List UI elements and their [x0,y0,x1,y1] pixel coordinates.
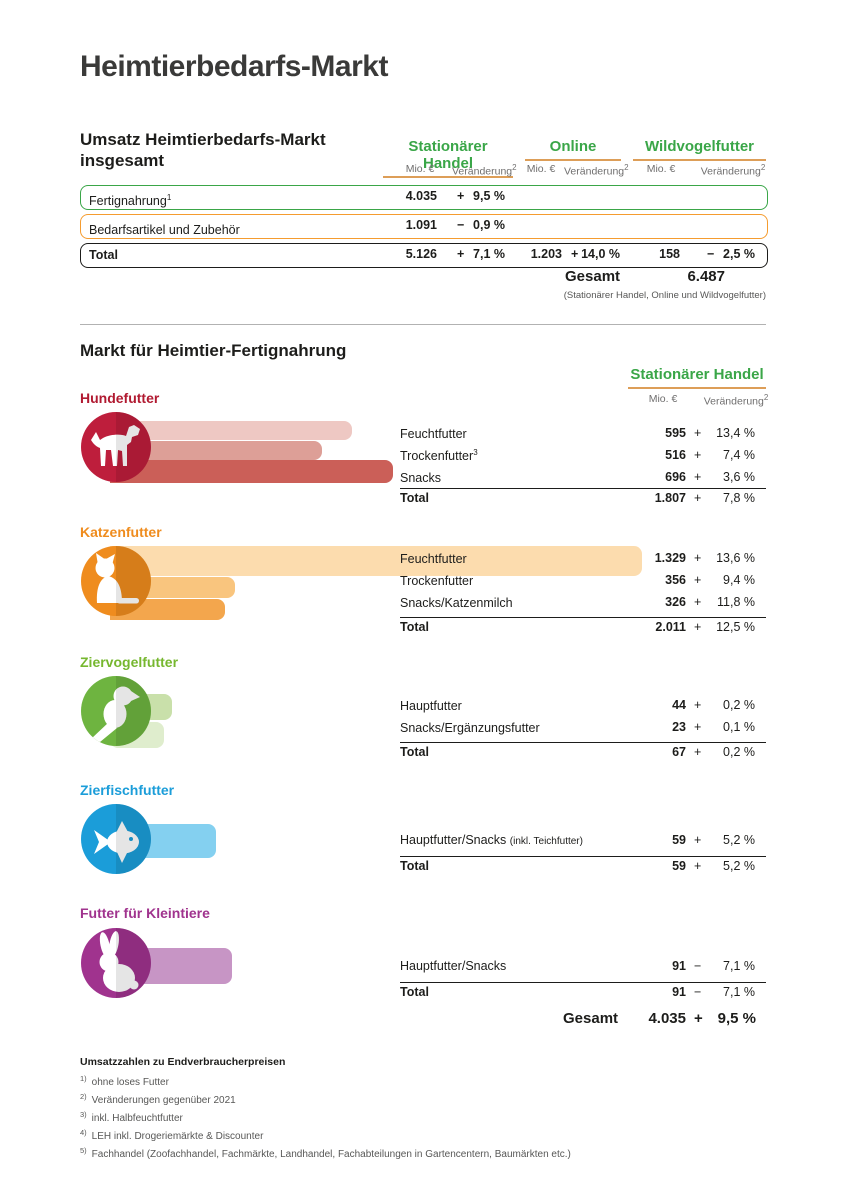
rabbit-silhouette [81,928,151,998]
total-divider [400,617,766,618]
summary-gesamt-label: Gesamt [565,268,621,285]
row-label: Feuchtfutter [400,427,467,442]
value-cell: 4.035 [405,189,437,203]
market-gesamt-change: + 9,5 % [694,1010,756,1027]
total-change: + 7,8 % [694,491,755,505]
fish-icon [81,804,151,874]
market-subheader-change: Veränderung$^2$ [703,393,769,408]
value-cell: 696 [665,470,686,484]
value-cell: 516 [665,448,686,462]
summary-heading [80,129,326,171]
column-group-online: Online [525,138,621,161]
change-cell: − 0,9 % [457,218,505,232]
cat-silhouette [81,546,151,616]
total-value: 67 [672,745,686,759]
row-label: Hauptfutter/Snacks [400,959,507,973]
total-value: 91 [672,985,686,999]
total-label: Total [400,985,429,999]
row-label: Total [89,248,118,262]
total-value: 2.011 [655,620,686,634]
summary-heading-line2: insgesamt [80,151,165,170]
category-label-hundefutter: Hundefutter [80,390,160,406]
rabbit-icon [81,928,151,998]
value-cell: 5.126 [405,247,437,261]
row-label: Fertignahrung$^1$ [89,193,172,209]
row-label: Snacks [400,471,441,486]
value-cell: 91 [672,959,686,973]
category-label-kleintiere: Futter für Kleintiere [80,905,210,921]
row-label: Trockenfutter [400,574,474,589]
value-cell: 158 [659,247,680,261]
subheader-mio-1: Mio. € [405,163,435,175]
fish-silhouette [81,804,151,874]
row-label: Snacks/Katzenmilch [400,596,513,611]
category-label-katzenfutter: Katzenfutter [80,524,162,540]
footnote-1: $^{1)}$ ohne loses Futter [80,1074,169,1089]
total-value: 59 [672,859,686,873]
change-cell: − 7,1 % [694,959,755,973]
row-label: Feuchtfutter [400,552,467,567]
change-cell: − 2,5 % [707,247,755,261]
total-divider [400,856,766,857]
total-change: + 5,2 % [694,859,755,873]
change-cell: + 0,2 % [694,698,755,712]
footnote-5: $^{5)}$ Fachhandel (Zoofachhandel, Fachmärkte, Landhandel, Fachabteilungen in Gartencentern, Baumärkten etc.) [80,1146,571,1161]
total-change: + 0,2 % [694,745,755,759]
value-cell: 59 [672,833,686,847]
change-cell: + 9,4 % [694,573,755,587]
value-cell: 44 [672,698,686,712]
column-group-wildvogelfutter: Wildvogelfutter [633,138,766,161]
column-group-stationaerer-handel: Stationärer Handel [383,138,513,178]
market-subheader-mio: Mio. € [648,393,678,405]
change-cell: + 13,6 % [694,551,755,565]
change-cell: + 13,4 % [694,426,755,440]
total-change: + 12,5 % [694,620,755,634]
total-divider [400,982,766,983]
summary-heading-line1: Umsatz Heimtierbedarfs-Markt [80,130,326,149]
value-cell: 326 [665,595,686,609]
footnote-2: $^{2)}$ Veränderungen gegenüber 2021 [80,1092,236,1107]
footnote-4: $^{4)}$ LEH inkl. Drogeriemärkte & Discounter [80,1128,264,1143]
footnotes-heading: Umsatzzahlen zu Endverbraucherpreisen [80,1056,286,1068]
change-cell: + 7,4 % [694,448,755,462]
subheader-mio-2: Mio. € [526,163,556,175]
change-cell: + 11,8 % [694,595,755,609]
summary-gesamt-value: 6.487 [687,268,725,285]
total-label: Total [400,745,429,759]
total-value: 1.807 [654,491,686,505]
cat-icon [81,546,151,616]
bird-silhouette [81,676,151,746]
market-gesamt-value: 4.035 [648,1010,686,1027]
value-cell: 1.203 [530,247,562,261]
total-change: − 7,1 % [694,985,755,999]
value-cell: 356 [665,573,686,587]
change-cell: + 5,2 % [694,833,755,847]
row-label: Trockenfutter$^3$ [400,448,478,464]
total-label: Total [400,620,429,634]
market-gesamt-label: Gesamt [563,1010,619,1027]
category-label-zierfischfutter: Zierfischfutter [80,782,175,798]
total-label: Total [400,859,429,873]
section-divider [80,324,766,325]
subheader-change-1: Veränderung$^2$ [452,163,517,178]
market-column-group: Stationärer Handel [628,366,766,389]
change-cell: + 0,1 % [694,720,755,734]
page-title: Heimtierbedarfs-Markt [80,50,388,83]
bar-katze-feuchtfutter [110,546,642,576]
value-cell: 1.329 [654,551,686,565]
subheader-change-2: Veränderung$^2$ [564,163,629,178]
bird-icon [81,676,151,746]
dog-silhouette [81,412,151,482]
value-cell: 595 [665,426,686,440]
category-label-ziervogelfutter: Ziervogelfutter [80,654,179,670]
market-heading: Markt für Heimtier-Fertignahrung [80,341,347,360]
row-label: Snacks/Ergänzungsfutter [400,721,540,736]
change-cell: + 7,1 % [457,247,505,261]
row-label: Bedarfsartikel und Zubehör [89,223,240,238]
total-label: Total [400,491,429,505]
change-cell: + 14,0 % [571,247,620,261]
subheader-mio-3: Mio. € [646,163,676,175]
value-cell: 23 [672,720,686,734]
bar-hund-snacks [110,460,393,483]
dog-icon [81,412,151,482]
row-label: Hauptfutter/Snacks (inkl. Teichfutter) [400,833,583,847]
change-cell: + 9,5 % [457,189,505,203]
value-cell: 1.091 [405,218,437,232]
row-label: Hauptfutter [400,699,462,714]
total-divider [400,488,766,489]
total-divider [400,742,766,743]
footnote-3: $^{3)}$ inkl. Halbfeuchtfutter [80,1110,183,1125]
change-cell: + 3,6 % [694,470,755,484]
summary-gesamt-note: (Stationärer Handel, Online und Wildvogelfutter) [563,290,766,301]
subheader-change-3: Veränderung$^2$ [700,163,766,178]
